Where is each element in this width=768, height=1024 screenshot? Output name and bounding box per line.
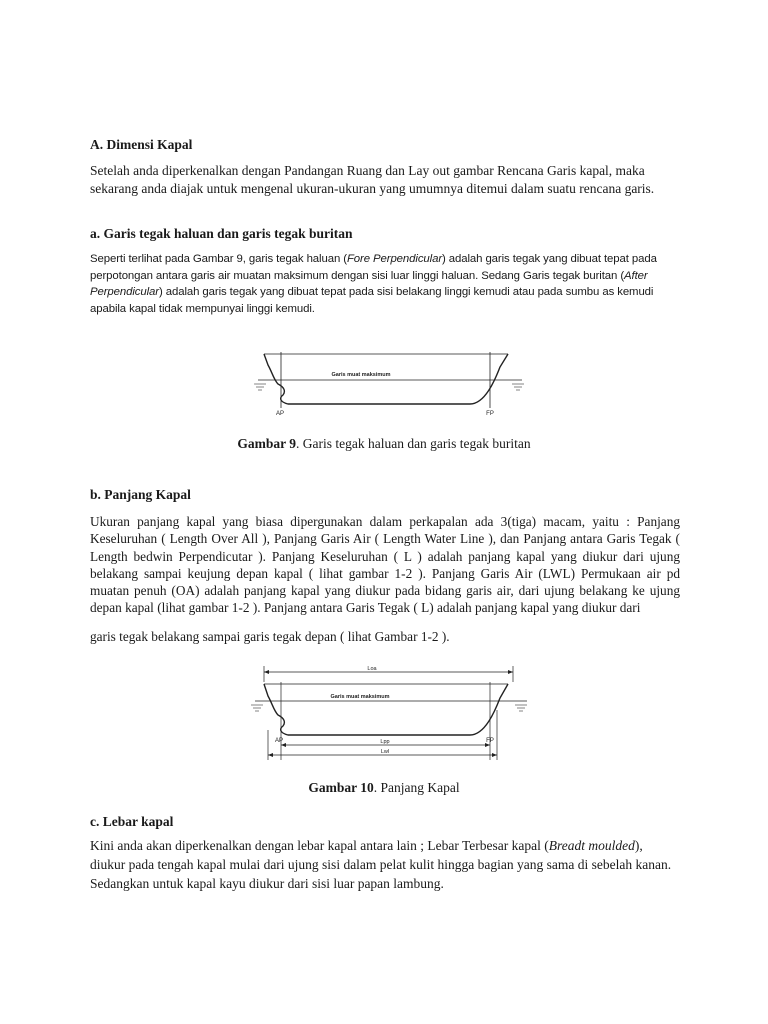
text-run: Seperti terlihat pada Gambar 9, garis tegak haluan ( [90, 253, 347, 265]
section-b-paragraph-last: garis tegak belakang sampai garis tegak depan ( lihat Gambar 1-2 ). [90, 629, 450, 644]
ap-label: AP [274, 738, 284, 744]
section-c-paragraph [90, 836, 680, 893]
section-c-heading: c. Lebar kapal [90, 814, 174, 829]
text-run: Kini anda akan diperkenalkan dengan lebar kapal antara lain ; Lebar Terbesar kapal ( [90, 838, 549, 853]
section-a1-paragraph [90, 251, 682, 317]
hull-outline [264, 354, 508, 404]
section-a-heading: A. Dimensi Kapal [90, 137, 193, 152]
italic-term: Breadt moulded [548, 838, 635, 853]
text-run: ) adalah garis tegak yang dibuat tepat pada sisi belakang linggi kemudi atau pada sumbu as kemudi apabila kapal tidak mempunyai linggi kemudi. [90, 286, 654, 315]
loa-label: Loa [367, 666, 377, 672]
caption-label: Gambar 10 [308, 780, 374, 795]
section-a-paragraph: Setelah anda diperkenalkan dengan Pandangan Ruang dan Lay out gambar Rencana Garis kapal, maka sekarang anda diajak untuk mengenal ukuran-ukuran yang umumnya ditemui dalam suatu rencana garis. [90, 163, 655, 196]
waterline-label: Garis muat maksimum [331, 372, 391, 378]
caption-text: . Garis tegak haluan dan garis tegak buritan [295, 436, 531, 451]
lwl-label: Lwl [380, 749, 390, 755]
figure-9-caption [0, 436, 768, 452]
caption-text: . Panjang Kapal [373, 780, 460, 795]
hull-outline [264, 684, 508, 735]
figure-10-diagram [245, 660, 535, 770]
waterline-label: Garis muat maksimum [330, 694, 390, 700]
fp-label: FP [486, 411, 494, 417]
italic-term: Fore Perpendicular [346, 253, 443, 265]
text-run: ), diukur pada tengah kapal mulai dari ujung sisi dalam pelat kulit hingga bagian yang sama di sebelah kanan. Sedangkan untuk kapal kayu diukur dari sisi luar papan lambung. [90, 838, 672, 891]
section-b-heading: b. Panjang Kapal [90, 487, 191, 502]
figure-10-caption [0, 780, 768, 796]
text-run: ) adalah garis tegak yang dibuat tepat pada perpotongan antara garis air muatan maksimum dengan sisi luar linggi haluan. Sedang Garis tegak buritan ( [90, 253, 657, 282]
italic-term: After Perpendicular [90, 269, 648, 298]
section-b-paragraph: Ukuran panjang kapal yang biasa dipergunakan dalam perkapalan ada 3(tiga) macam, yaitu : Panjang Keseluruhan ( Length Over All ), Panjang Garis Air ( Length Water Line ), dan Panjang antara Garis Tegak ( Length bedwin Perpendicutar ). Panjang Keseluruhan ( L ) adalah panjang kapal yang diukur dari ujung belakang sampai keujung depan kapal ( lihat gambar 1-2 ). Panjang Garis Air (LWL) Permukaan air pd muatan penuh (OA) adalah panjang kapal yang diukur pada bidang garis air, dari ujung belakang ke ujung depan kapal (lihat gambar 1-2 ). Panjang antara Garis Tegak ( L) adalah panjang kapal yang diukur dari [90, 514, 680, 616]
figure-9-diagram [250, 340, 530, 420]
caption-label: Gambar 9 [237, 436, 296, 451]
lpp-label: Lpp [380, 739, 390, 745]
ap-label: AP [275, 411, 285, 417]
section-a1-heading: a. Garis tegak haluan dan garis tegak buritan [90, 226, 353, 241]
fp-label: FP [486, 738, 494, 744]
